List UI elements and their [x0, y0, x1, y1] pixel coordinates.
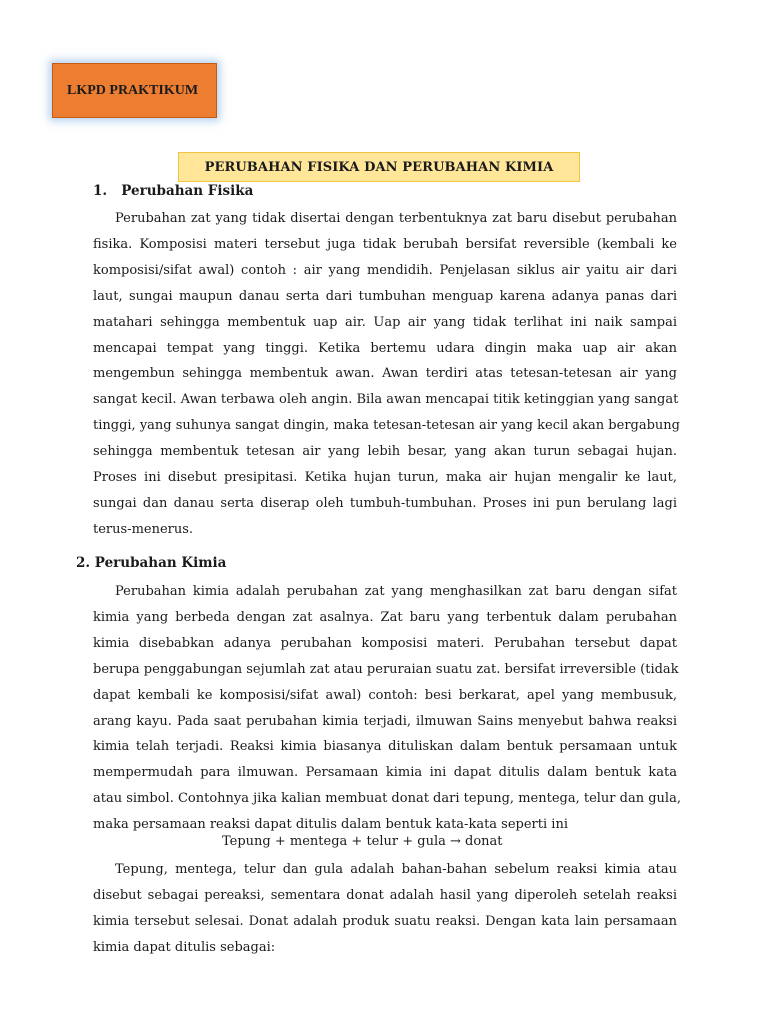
paragraph-line: sungai dan danau serta diserap oleh tumbuh-tumbuhan. Proses ini pun berulang lagi [93, 495, 677, 511]
paragraph-line: arang kayu. Pada saat perubahan kimia terjadi, ilmuwan Sains menyebut bahwa reaksi [93, 713, 677, 729]
section-2-heading: 2. Perubahan Kimia [76, 555, 227, 571]
paragraph-line: mengembun sehingga membentuk awan. Awan terdiri atas tetesan-tetesan air yang [93, 366, 677, 382]
paragraph-line: kimia telah terjadi. Reaksi kimia biasanya dituliskan dalam bentuk persamaan untuk [93, 739, 677, 755]
paragraph-line: matahari sehingga membentuk uap air. Uap air yang tidak terlihat ini naik sampai [93, 314, 677, 330]
paragraph-line: disebut sebagai pereaksi, sementara donat adalah hasil yang diperoleh setelah reaksi [93, 887, 677, 903]
section-2-paragraph-2 [93, 857, 677, 961]
paragraph-line: kimia yang berbeda dengan zat asalnya. Zat baru yang terbentuk dalam perubahan [93, 609, 677, 625]
section-1-paragraph [93, 206, 680, 543]
paragraph-line: mencapai tempat yang tinggi. Ketika bertemu udara dingin maka uap air akan [93, 340, 677, 356]
paragraph-line: Perubahan zat yang tidak disertai dengan terbentuknya zat baru disebut perubahan [115, 211, 677, 226]
paragraph-line: dapat kembali ke komposisi/sifat awal) contoh: besi berkarat, apel yang membusuk, [93, 687, 677, 703]
reaction-formula: Tepung + mentega + telur + gula → donat [222, 834, 503, 849]
paragraph-line: mempermudah para ilmuwan. Persamaan kimia ini dapat ditulis dalam bentuk kata [93, 765, 677, 781]
lkpd-praktikum-badge [52, 63, 217, 118]
paragraph-line: tinggi, yang suhunya sangat dingin, maka tetesan-tetesan air yang kecil akan bergabung [93, 418, 680, 434]
paragraph-line: laut, sungai maupun danau serta dari tumbuhan menguap karena adanya panas dari [93, 288, 677, 304]
section-1-heading [93, 183, 253, 199]
paragraph-line: sangat kecil. Awan terbawa oleh angin. Bila awan mencapai titik ketinggian yang sangat [93, 392, 679, 408]
paragraph-line: fisika. Komposisi materi tersebut juga tidak berubah bersifat reversible (kembali ke [93, 236, 677, 252]
section-1-title: Perubahan Fisika [121, 183, 254, 199]
paragraph-line: kimia dapat ditulis sebagai: [93, 939, 276, 955]
paragraph-line: berupa penggabungan sejumlah zat atau peruraian suatu zat. bersifat irreversible (tidak [93, 661, 679, 677]
section-2-paragraph [93, 579, 681, 838]
paragraph-line: kimia tersebut selesai. Donat adalah produk suatu reaksi. Dengan kata lain persamaan [93, 913, 677, 929]
paragraph-line: Perubahan kimia adalah perubahan zat yang menghasilkan zat baru dengan sifat [115, 584, 677, 599]
paragraph-line: Proses ini disebut presipitasi. Ketika hujan turun, maka air hujan mengalir ke laut, [93, 470, 677, 486]
paragraph-line: sehingga membentuk tetesan air yang lebih besar, yang akan turun sebagai hujan. [93, 444, 677, 460]
paragraph-line: Tepung, mentega, telur dan gula adalah bahan-bahan sebelum reaksi kimia atau [115, 862, 677, 877]
paragraph-line: terus-menerus. [93, 521, 194, 537]
badge-label: LKPD PRAKTIKUM [67, 82, 199, 98]
document-title-text: PERUBAHAN FISIKA DAN PERUBAHAN KIMIA [204, 159, 554, 175]
paragraph-line: maka persamaan reaksi dapat ditulis dalam bentuk kata-kata seperti ini [93, 817, 568, 833]
paragraph-line: kimia disebabkan adanya perubahan komposisi materi. Perubahan tersebut dapat [93, 635, 677, 651]
paragraph-line: atau simbol. Contohnya jika kalian membuat donat dari tepung, mentega, telur dan gula, [93, 791, 681, 807]
document-title [178, 152, 580, 182]
paragraph-line: komposisi/sifat awal) contoh : air yang mendidih. Penjelasan siklus air yaitu air dari [93, 262, 677, 278]
section-1-number: 1. [93, 183, 108, 199]
